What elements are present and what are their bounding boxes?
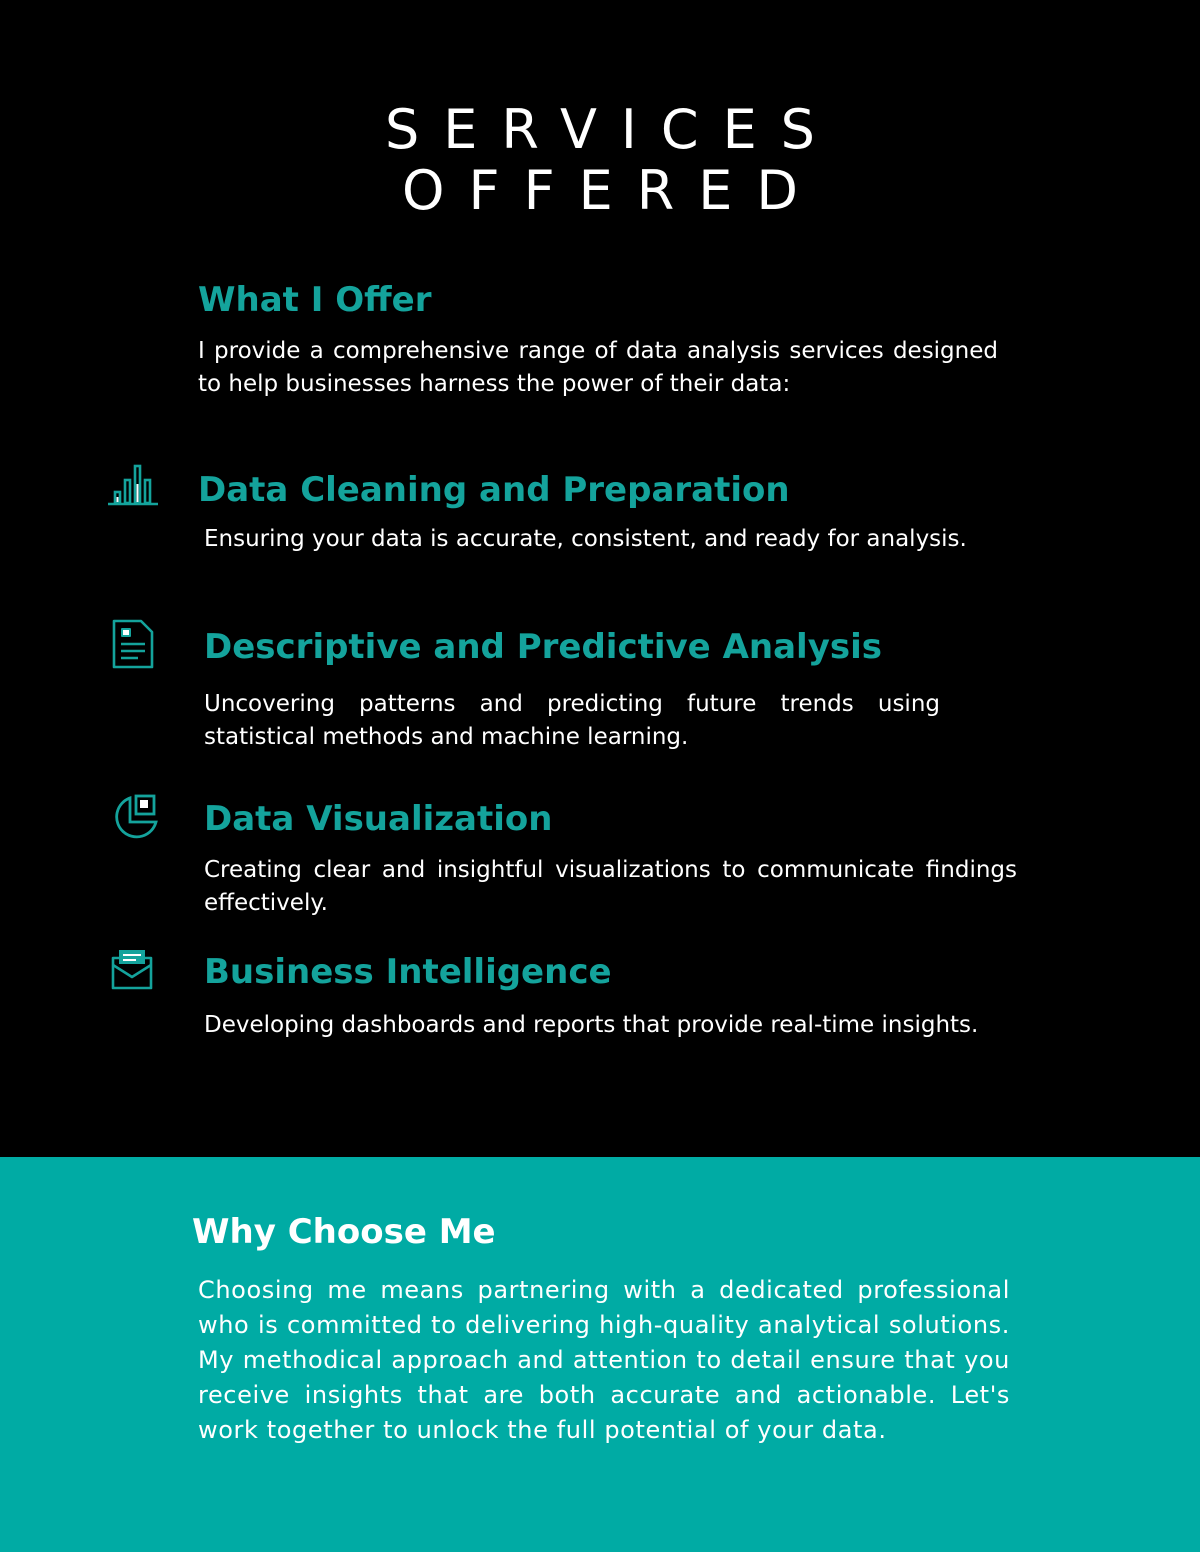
offer-heading: What I Offer xyxy=(198,280,432,320)
why-text: Choosing me means partnering with a dedicated professional who is committed to delivering high-quality analytical solutions. My methodical approach and attention to detail ensure that you receive insights that are both accurate and actionable. Let's work together to unlock the full potential of your data. xyxy=(198,1276,1010,1444)
service-heading-analysis: Descriptive and Predictive Analysis xyxy=(204,627,882,667)
offer-text: I provide a comprehensive range of data analysis services designed to help businesses harness the power of their data: xyxy=(198,338,998,397)
page-title-line-1: SERVICES xyxy=(385,98,839,161)
why-heading: Why Choose Me xyxy=(192,1212,496,1252)
service-heading-visualization: Data Visualization xyxy=(204,799,553,839)
envelope-icon xyxy=(108,945,160,997)
service-text-business-intelligence: Developing dashboards and reports that provide real-time insights. xyxy=(204,1012,979,1038)
service-text-analysis: Uncovering patterns and predicting future trends using statistical methods and machine learning. xyxy=(204,691,940,750)
page-title-line-2: OFFERED xyxy=(402,159,822,222)
service-heading-data-cleaning: Data Cleaning and Preparation xyxy=(198,470,790,510)
service-text-visualization: Creating clear and insightful visualizations to communicate findings effectively. xyxy=(204,857,1017,916)
document-icon xyxy=(107,618,159,670)
bar-chart-icon xyxy=(106,462,158,514)
pie-chart-icon xyxy=(108,792,160,844)
service-text-data-cleaning: Ensuring your data is accurate, consistent, and ready for analysis. xyxy=(204,526,967,552)
service-heading-business-intelligence: Business Intelligence xyxy=(204,952,612,992)
